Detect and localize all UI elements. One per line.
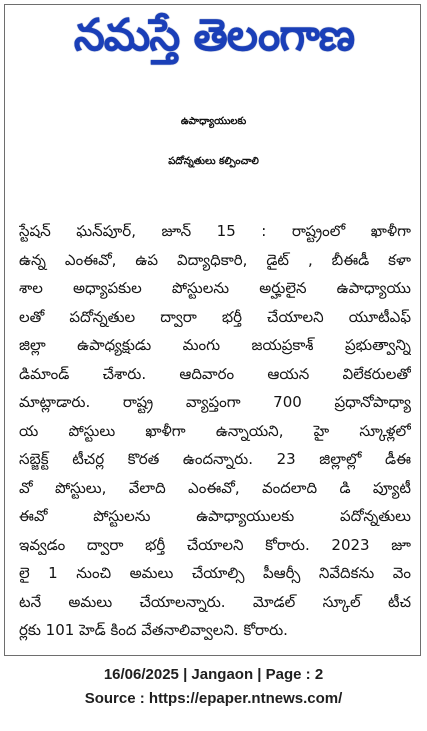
- article-line: వో పోస్టులు, వేలాది ఎంఈవో, వందలాది డి ప్యూటీ: [19, 478, 411, 497]
- article-line: సబ్జెక్ట్ టీచర్ల కొరత ఉందన్నారు. 23 జిల్లాల్లో డీఈ: [19, 450, 411, 468]
- headline-line-1: ఉపాధ్యాయులకు: [180, 116, 247, 127]
- article-line: శాల అధ్యాపకుల పోస్టులను అర్హులైన ఉపాధ్యాయు: [19, 279, 411, 297]
- headline-line-2: పదోన్నతులు కల్పించాలి: [168, 156, 259, 167]
- article-line: ఉన్న ఎంఈవో, ఉప విద్యాధికారి, డైట్ , బీఈడీ కళా: [19, 250, 411, 269]
- article-line: జిల్లా ఉపాధ్యక్షుడు మంగు జయప్రకాశ్ ప్రభుత్వాన్ని: [19, 336, 411, 354]
- article-line: ఈవో పోస్టులను ఉపాధ్యాయులకు పదోన్నతులు: [19, 507, 411, 525]
- article-line: డిమాండ్ చేశారు. ఆదివారం ఆయన విలేకరులతో: [19, 364, 411, 383]
- article-line: మాట్లాడారు. రాష్ట్ర వ్యాప్తంగా 700 ప్రధానోపాధ్యా: [19, 393, 411, 411]
- article-line: య పోస్టులు ఖాళీగా ఉన్నాయని, హై స్కూళ్లలో: [19, 421, 411, 440]
- masthead-title: నమస్తే తెలంగాణ: [73, 10, 355, 61]
- article-line: లై 1 నుంచి అమలు చేయాల్సి పీఆర్సీ నివేదికను వెం: [19, 564, 411, 582]
- article-line: ర్లకు 101 హెడ్ కింద వేతనాలివ్వాలని. కోరారు.: [19, 621, 288, 639]
- article-line: టనే అమలు చేయాలన్నారు. మోడల్ స్కూల్ టీచ: [19, 592, 411, 611]
- footer-edition-info: 16/06/2025 | Jangaon | Page : 2: [103, 666, 324, 683]
- newspaper-clipping: [4, 4, 421, 656]
- article-line: ఇవ్వడం ద్వారా భర్తీ చేయాలని కోరారు. 2023 జూ: [19, 535, 411, 554]
- article-line: లతో పదోన్నతుల ద్వారా భర్తీ చేయాలని యూటీఎఫ్: [19, 307, 411, 326]
- footer-source-link[interactable]: Source : https://epaper.ntnews.com/: [84, 690, 343, 707]
- article-body: [19, 217, 411, 645]
- article-line: స్టేషన్ ఘన్‌పూర్, జూన్ 15 : రాష్ట్రంలో ఖాళీగా: [19, 222, 411, 240]
- newspaper-masthead: [15, 5, 413, 77]
